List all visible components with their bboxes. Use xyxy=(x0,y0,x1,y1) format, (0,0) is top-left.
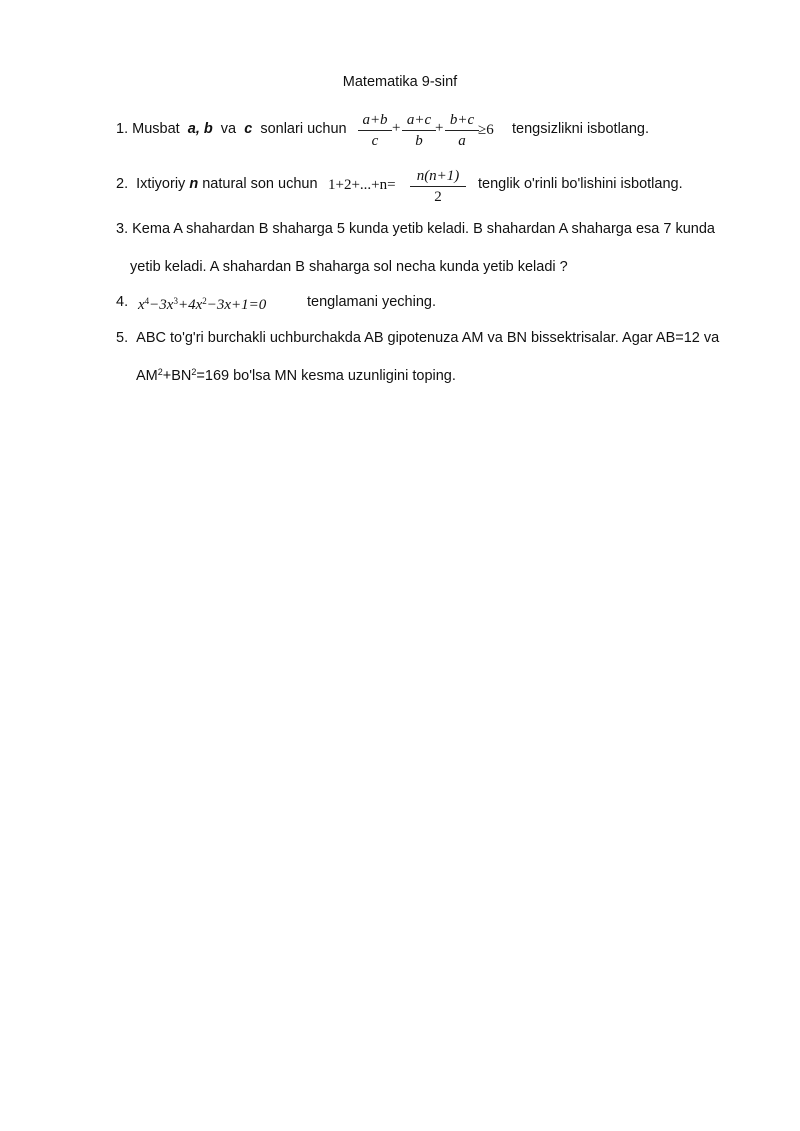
fraction-2 xyxy=(402,111,436,150)
fraction-n xyxy=(410,167,466,206)
term: +4x xyxy=(177,297,203,313)
var-n: n xyxy=(189,176,199,192)
segment-bn: +BN xyxy=(162,368,192,384)
problem-3-line-1 xyxy=(116,221,715,237)
fraction-numerator: b+c xyxy=(449,112,475,128)
sum-lhs: 1+2+...+n= xyxy=(328,177,396,193)
problem-number: 2. xyxy=(116,176,129,192)
problem-2-mid: natural son uchun xyxy=(202,176,318,192)
problem-4-tail: tenglamani yeching. xyxy=(307,294,436,310)
plus-sign: + xyxy=(435,120,444,136)
fraction-denominator: c xyxy=(371,133,379,149)
problem-1-text xyxy=(116,121,347,137)
page-title xyxy=(0,74,800,90)
exponent: 4 xyxy=(144,296,150,306)
fraction-3 xyxy=(445,111,479,150)
exponent: 2 xyxy=(157,367,163,377)
problem-1-tail: tengsizlikni isbotlang. xyxy=(512,121,650,137)
problem-5-tail: =169 bo'lsa MN kesma uzunligini toping. xyxy=(196,368,456,384)
fraction-denominator: b xyxy=(415,133,423,149)
problem-1-lead: Musbat xyxy=(132,121,180,137)
fraction-denominator: 2 xyxy=(434,189,442,205)
title-text: Matematika 9-sinf xyxy=(342,74,458,90)
problem-2-text xyxy=(116,176,318,192)
var-b: b xyxy=(203,121,213,137)
fraction-1 xyxy=(358,111,392,150)
term: −3x+1=0 xyxy=(206,297,267,313)
problem-1-mid: sonlari uchun xyxy=(260,121,347,137)
word-va: va xyxy=(220,121,237,137)
fraction-denominator: a xyxy=(458,133,466,149)
segment-am: AM xyxy=(136,368,158,384)
fraction-bar xyxy=(402,130,436,131)
fraction-numerator: n(n+1) xyxy=(416,168,460,184)
polynomial-equation xyxy=(138,297,266,314)
var-a: a, xyxy=(187,121,200,137)
inequality-rhs: ≥6 xyxy=(478,122,494,138)
problem-5-line-2 xyxy=(136,368,456,384)
problem-number: 5. xyxy=(116,330,129,346)
exponent: 3 xyxy=(173,296,178,306)
fraction-numerator: a+b xyxy=(362,112,388,128)
fraction-numerator: a+c xyxy=(406,112,432,128)
fraction-bar xyxy=(358,130,392,131)
problem-number: 4. xyxy=(116,294,129,310)
problem-2-lead: Ixtiyoriy xyxy=(136,176,186,192)
fraction-bar xyxy=(445,130,479,131)
problem-5-text: ABC to'g'ri burchakli uchburchakda AB gipotenuza AM va BN bissektrisalar. Agar AB=12 va xyxy=(136,330,720,346)
problem-number: 3. xyxy=(116,221,129,237)
term: −3x xyxy=(149,297,174,313)
plus-sign: + xyxy=(392,120,401,136)
exponent: 2 xyxy=(202,296,207,306)
term: x xyxy=(138,297,145,313)
problem-3-text: Kema A shahardan B shaharga 5 kunda yetib keladi. B shahardan A shaharga esa 7 kunda xyxy=(132,221,715,237)
problem-2-tail: tenglik o'rinli bo'lishini isbotlang. xyxy=(478,176,683,192)
problem-number: 1. xyxy=(116,121,129,137)
exponent: 2 xyxy=(191,367,197,377)
var-c: c xyxy=(244,121,253,137)
fraction-bar xyxy=(410,186,466,187)
problem-3-line-2: yetib keladi. A shahardan B shaharga sol necha kunda yetib keladi ? xyxy=(130,259,568,275)
problem-5-line-1 xyxy=(116,330,719,346)
